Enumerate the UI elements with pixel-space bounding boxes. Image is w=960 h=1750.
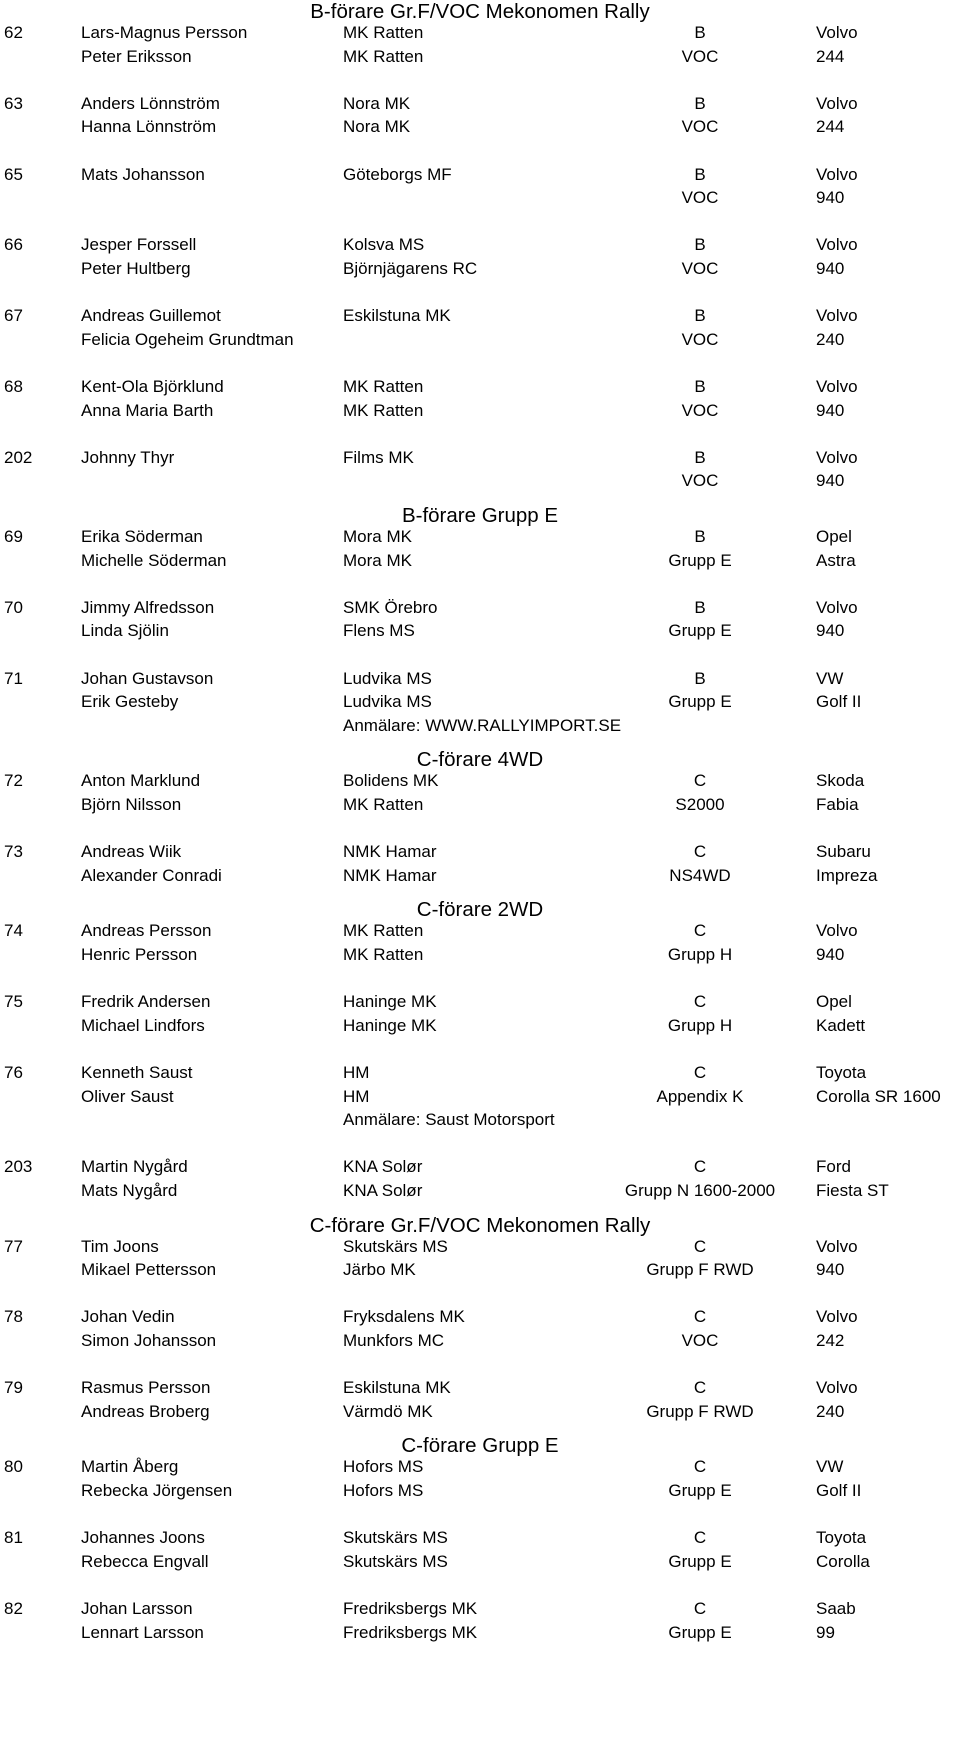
driver-class: B [694, 93, 706, 113]
entry-codriver-row [0, 943, 960, 967]
car-model: Fabia [816, 795, 859, 814]
car-model: 99 [816, 1622, 835, 1642]
codriver-club: Hofors MS [343, 1481, 424, 1500]
car-model: 940 [816, 1260, 845, 1280]
driver-name: Johan Vedin [81, 1307, 175, 1327]
start-number: 62 [4, 23, 23, 42]
start-number: 77 [4, 1236, 23, 1256]
start-number: 63 [4, 93, 23, 113]
driver-name: Johnny Thyr [81, 447, 175, 467]
entry-driver-row [0, 1061, 960, 1085]
driver-name: Kenneth Saust [81, 1063, 193, 1082]
driver-class: C [693, 842, 707, 862]
entry-codriver-row [0, 690, 960, 714]
car-group: Grupp F RWD [646, 1401, 754, 1421]
entry-codriver-row [0, 1258, 960, 1282]
car-model: Impreza [816, 865, 878, 885]
entry-codriver-row [0, 1179, 960, 1203]
driver-name: Martin Åberg [81, 1457, 179, 1477]
section-heading: C-förare 2WD [416, 898, 544, 922]
car-make: Volvo [816, 93, 858, 113]
car-make: Toyota [816, 1063, 867, 1082]
driver-name: Fredrik Andersen [81, 992, 211, 1012]
entry-driver-row [0, 1455, 960, 1479]
start-number: 68 [4, 377, 23, 396]
car-group: Grupp E [668, 1551, 732, 1571]
start-number: 74 [4, 921, 23, 941]
car-make: Volvo [816, 597, 858, 617]
codriver-club: Fredriksbergs MK [343, 1622, 478, 1642]
entry-codriver-row [0, 793, 960, 817]
driver-class: C [693, 1063, 707, 1082]
entry-driver-row [0, 919, 960, 943]
codriver-club: KNA Solør [343, 1181, 423, 1200]
car-make: Volvo [816, 306, 858, 326]
entry-codriver-row [0, 549, 960, 573]
codriver-name: Rebecka Jörgensen [81, 1481, 233, 1500]
entrant-row [0, 714, 960, 738]
entry-driver-row [0, 1526, 960, 1550]
codriver-name: Mats Nygård [81, 1181, 178, 1200]
codriver-name: Björn Nilsson [81, 795, 182, 814]
start-number: 73 [4, 842, 23, 862]
entry-driver-row [0, 1235, 960, 1259]
driver-name: Andreas Wiik [81, 842, 182, 862]
driver-club: Mora MK [343, 527, 412, 546]
entry-driver-row [0, 525, 960, 549]
car-group: S2000 [675, 795, 725, 814]
car-model: 242 [816, 1331, 845, 1350]
car-group: NS4WD [669, 865, 731, 885]
entry-codriver-row [0, 328, 960, 352]
driver-name: Johan Larsson [81, 1599, 193, 1618]
car-model: Golf II [816, 692, 862, 712]
car-group: Grupp E [668, 1622, 732, 1642]
entry-codriver-row [0, 257, 960, 281]
driver-name: Anders Lönnström [81, 93, 220, 113]
car-make: Volvo [816, 235, 858, 255]
driver-club: Films MK [343, 447, 414, 467]
driver-name: Jimmy Alfredsson [81, 597, 215, 617]
entry-codriver-row [0, 115, 960, 139]
driver-club: Bolidens MK [343, 771, 439, 791]
driver-class: B [694, 527, 706, 546]
codriver-name: Peter Eriksson [81, 46, 192, 66]
entry-codriver-row [0, 186, 960, 210]
driver-club: SMK Örebro [343, 597, 438, 617]
start-number: 69 [4, 527, 23, 546]
car-group: Grupp H [667, 945, 733, 964]
car-make: Volvo [816, 1307, 858, 1327]
driver-class: B [694, 235, 706, 255]
codriver-name: Simon Johansson [81, 1331, 217, 1350]
start-number: 76 [4, 1063, 23, 1082]
entry-driver-row [0, 1155, 960, 1179]
codriver-club: Munkfors MC [343, 1331, 445, 1350]
driver-club: HM [343, 1063, 370, 1082]
car-group: Grupp N 1600-2000 [624, 1181, 776, 1200]
codriver-name: Felicia Ogeheim Grundtman [81, 329, 294, 349]
codriver-club: Björnjägarens RC [343, 259, 478, 278]
start-number: 79 [4, 1378, 23, 1398]
driver-club: Skutskärs MS [343, 1528, 448, 1548]
car-model: Golf II [816, 1481, 862, 1500]
section-heading: C-förare 4WD [416, 748, 544, 772]
entry-driver-row [0, 1305, 960, 1329]
codriver-club: NMK Hamar [343, 865, 437, 885]
driver-club: KNA Solør [343, 1157, 423, 1177]
codriver-name: Linda Sjölin [81, 621, 169, 641]
codriver-name: Hanna Lönnström [81, 117, 217, 137]
entry-codriver-row [0, 864, 960, 888]
car-model: 940 [816, 188, 845, 208]
driver-class: B [694, 164, 706, 184]
driver-club: Fredriksbergs MK [343, 1599, 478, 1618]
codriver-name: Michael Lindfors [81, 1015, 205, 1035]
car-model: 940 [816, 945, 845, 964]
driver-class: C [693, 1599, 707, 1618]
codriver-club: Mora MK [343, 550, 412, 570]
codriver-club: Ludvika MS [343, 692, 432, 712]
codriver-club: MK Ratten [343, 945, 424, 964]
car-group: VOC [681, 471, 719, 491]
driver-class: C [693, 1307, 707, 1327]
car-group: Grupp F RWD [646, 1260, 754, 1280]
car-model: 244 [816, 117, 845, 137]
driver-club: Göteborgs MF [343, 164, 452, 184]
driver-class: C [693, 1528, 707, 1548]
car-make: Volvo [816, 164, 858, 184]
start-number: 82 [4, 1599, 23, 1618]
entry-codriver-row [0, 1014, 960, 1038]
driver-name: Tim Joons [81, 1236, 159, 1256]
driver-name: Johannes Joons [81, 1528, 205, 1548]
car-make: Opel [816, 992, 852, 1012]
driver-club: Eskilstuna MK [343, 1378, 451, 1398]
driver-class: B [694, 306, 706, 326]
car-model: 940 [816, 621, 845, 641]
start-number: 70 [4, 597, 23, 617]
car-group: VOC [681, 1331, 719, 1350]
codriver-name: Mikael Pettersson [81, 1260, 217, 1280]
car-group: VOC [681, 46, 719, 66]
entry-codriver-row [0, 1550, 960, 1574]
driver-club: Nora MK [343, 93, 411, 113]
entry-driver-row [0, 304, 960, 328]
start-number: 81 [4, 1528, 23, 1548]
car-model: 240 [816, 329, 845, 349]
car-make: Saab [816, 1599, 856, 1618]
codriver-name: Peter Hultberg [81, 259, 191, 278]
car-model: 240 [816, 1401, 845, 1421]
car-group: VOC [681, 188, 719, 208]
car-make: Ford [816, 1157, 851, 1177]
entry-codriver-row [0, 1479, 960, 1503]
entry-codriver-row [0, 1329, 960, 1353]
entry-driver-row [0, 769, 960, 793]
codriver-club: MK Ratten [343, 795, 424, 814]
entry-codriver-row [0, 619, 960, 643]
codriver-name: Lennart Larsson [81, 1622, 204, 1642]
driver-class: B [694, 668, 706, 688]
driver-name: Erika Söderman [81, 527, 203, 546]
codriver-club: Nora MK [343, 117, 411, 137]
entry-driver-row [0, 596, 960, 620]
car-group: VOC [681, 259, 719, 278]
codriver-club: Järbo MK [343, 1260, 416, 1280]
entry-codriver-row [0, 1400, 960, 1424]
driver-class: C [693, 1457, 707, 1477]
car-group: Grupp E [668, 692, 732, 712]
car-group: Grupp H [667, 1015, 733, 1035]
entry-driver-row [0, 446, 960, 470]
codriver-club: Skutskärs MS [343, 1551, 448, 1571]
start-number: 80 [4, 1457, 23, 1477]
codriver-name: Erik Gesteby [81, 692, 179, 712]
codriver-club: Värmdö MK [343, 1401, 433, 1421]
car-group: VOC [681, 329, 719, 349]
driver-club: Kolsva MS [343, 235, 425, 255]
codriver-name: Oliver Saust [81, 1086, 174, 1106]
car-make: Volvo [816, 447, 858, 467]
entry-driver-row [0, 667, 960, 691]
driver-club: Eskilstuna MK [343, 306, 451, 326]
entry-driver-row [0, 92, 960, 116]
driver-name: Johan Gustavson [81, 668, 214, 688]
car-make: Skoda [816, 771, 865, 791]
driver-club: MK Ratten [343, 377, 424, 396]
start-number: 78 [4, 1307, 23, 1327]
driver-class: B [694, 23, 706, 42]
car-group: VOC [681, 117, 719, 137]
car-make: Subaru [816, 842, 871, 862]
car-model: Astra [816, 550, 856, 570]
entry-codriver-row [0, 469, 960, 493]
entry-driver-row [0, 233, 960, 257]
car-model: 940 [816, 259, 845, 278]
car-make: Volvo [816, 23, 858, 42]
car-group: Grupp E [668, 550, 732, 570]
start-number: 65 [4, 164, 23, 184]
driver-class: C [693, 992, 707, 1012]
codriver-club: Haninge MK [343, 1015, 437, 1035]
car-make: VW [816, 668, 844, 688]
driver-club: Fryksdalens MK [343, 1307, 465, 1327]
driver-club: Skutskärs MS [343, 1236, 448, 1256]
codriver-name: Andreas Broberg [81, 1401, 210, 1421]
start-number: 66 [4, 235, 23, 255]
driver-class: C [693, 921, 707, 941]
driver-class: C [693, 1157, 707, 1177]
driver-name: Jesper Forssell [81, 235, 197, 255]
section-heading: C-förare Grupp E [401, 1434, 559, 1458]
start-number: 75 [4, 992, 23, 1012]
start-number: 202 [4, 447, 33, 467]
entry-driver-row [0, 375, 960, 399]
codriver-name: Alexander Conradi [81, 865, 222, 885]
codriver-name: Anna Maria Barth [81, 400, 214, 420]
section-heading: B-förare Grupp E [401, 504, 559, 527]
driver-class: B [694, 447, 706, 467]
start-number: 72 [4, 771, 23, 791]
section-heading: B-förare Gr.F/VOC Mekonomen Rally [310, 0, 650, 23]
driver-name: Kent-Ola Björklund [81, 377, 224, 396]
start-number: 203 [4, 1157, 33, 1177]
codriver-club: MK Ratten [343, 46, 424, 66]
start-number: 67 [4, 306, 23, 326]
driver-name: Mats Johansson [81, 164, 205, 184]
car-model: Fiesta ST [816, 1181, 889, 1200]
entrant-note: Anmälare: Saust Motorsport [343, 1110, 555, 1130]
entrant-note: Anmälare: WWW.RALLYIMPORT.SE [343, 715, 622, 735]
driver-club: Hofors MS [343, 1457, 424, 1477]
entry-codriver-row [0, 45, 960, 69]
car-make: VW [816, 1457, 844, 1477]
driver-name: Lars-Magnus Persson [81, 23, 248, 42]
driver-name: Anton Marklund [81, 771, 201, 791]
driver-club: NMK Hamar [343, 842, 437, 862]
car-group: Grupp E [668, 621, 732, 641]
car-make: Volvo [816, 1378, 858, 1398]
car-make: Toyota [816, 1528, 867, 1548]
driver-club: MK Ratten [343, 921, 424, 941]
entry-codriver-row [0, 1085, 960, 1109]
driver-club: Haninge MK [343, 992, 437, 1012]
entrant-row [0, 1108, 960, 1132]
driver-class: B [694, 377, 706, 396]
driver-class: C [693, 771, 707, 791]
start-number: 71 [4, 668, 23, 688]
car-make: Opel [816, 527, 852, 546]
entry-driver-row [0, 1597, 960, 1621]
driver-name: Andreas Guillemot [81, 306, 221, 326]
car-group: VOC [681, 400, 719, 420]
car-model: 940 [816, 400, 845, 420]
driver-class: B [694, 597, 706, 617]
entry-driver-row [0, 1376, 960, 1400]
driver-name: Rasmus Persson [81, 1378, 211, 1398]
codriver-club: HM [343, 1086, 370, 1106]
car-model: 244 [816, 46, 845, 66]
section-heading: C-förare Gr.F/VOC Mekonomen Rally [309, 1213, 651, 1237]
car-model: Corolla SR 1600 [816, 1086, 941, 1106]
car-model: Corolla [816, 1551, 870, 1571]
driver-name: Andreas Persson [81, 921, 212, 941]
driver-club: MK Ratten [343, 23, 424, 42]
car-make: Volvo [816, 1236, 858, 1256]
codriver-name: Michelle Söderman [81, 550, 227, 570]
entry-driver-row [0, 990, 960, 1014]
driver-club: Ludvika MS [343, 668, 432, 688]
entry-driver-row [0, 163, 960, 187]
driver-class: C [693, 1378, 707, 1398]
codriver-club: MK Ratten [343, 400, 424, 420]
entry-driver-row [0, 21, 960, 45]
car-group: Appendix K [656, 1086, 744, 1106]
codriver-name: Henric Persson [81, 945, 198, 964]
codriver-name: Rebecca Engvall [81, 1551, 209, 1571]
entry-driver-row [0, 840, 960, 864]
car-model: Kadett [816, 1015, 866, 1035]
driver-class: C [693, 1236, 707, 1256]
car-group: Grupp E [668, 1481, 732, 1500]
car-make: Volvo [816, 377, 858, 396]
entry-codriver-row [0, 399, 960, 423]
car-model: 940 [816, 471, 845, 491]
car-make: Volvo [816, 921, 858, 941]
codriver-club: Flens MS [343, 621, 415, 641]
entry-codriver-row [0, 1621, 960, 1645]
driver-name: Martin Nygård [81, 1157, 188, 1177]
